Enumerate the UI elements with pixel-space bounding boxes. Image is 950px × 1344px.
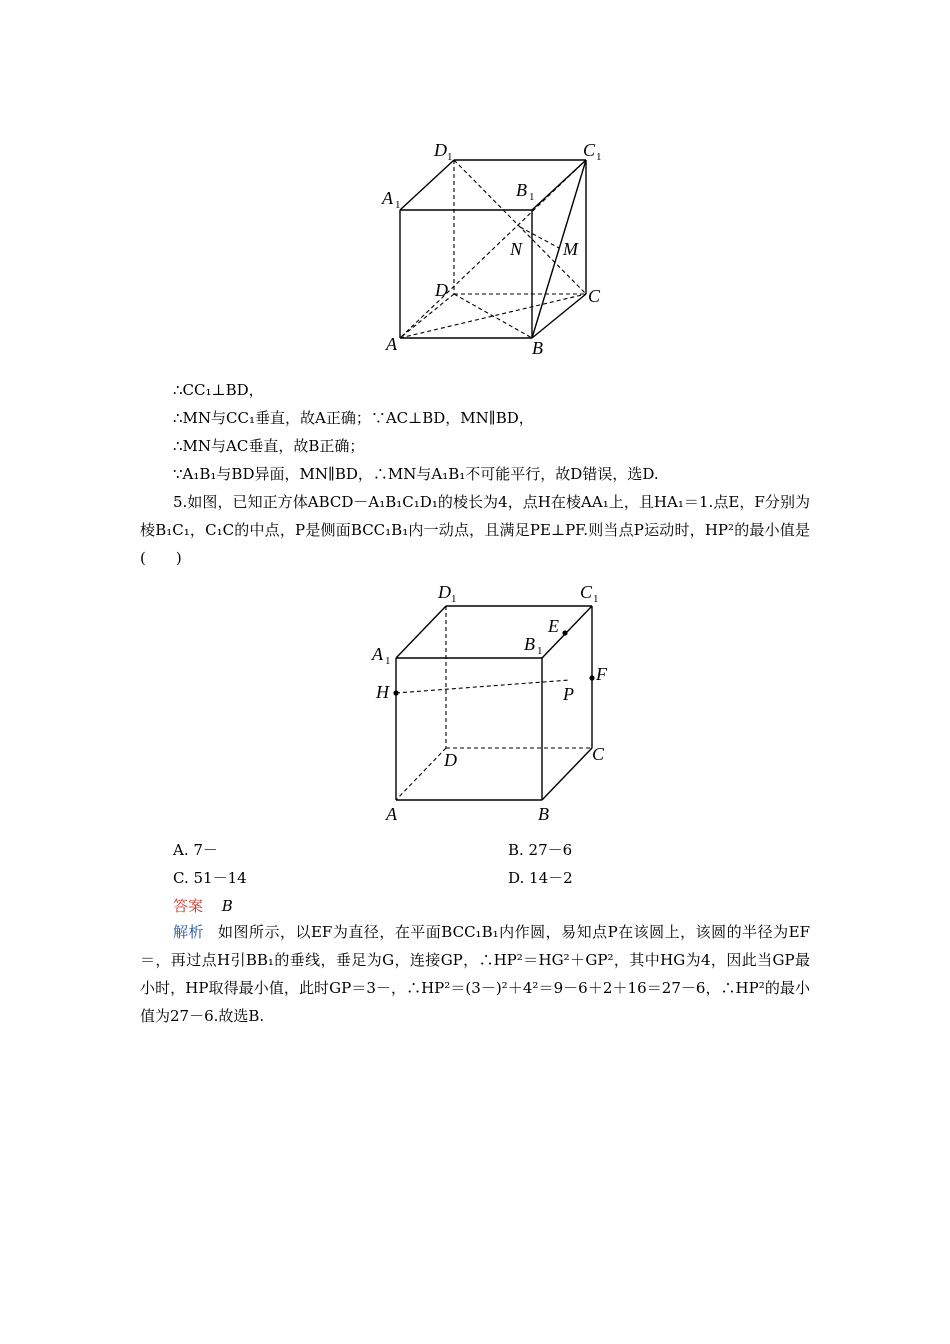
fig2-label-a1-sub: 1 xyxy=(385,655,391,667)
label-d1-sub: 1 xyxy=(447,151,453,163)
label-b1: B xyxy=(516,180,527,200)
option-b: B. 27－6 xyxy=(508,841,573,859)
point-e xyxy=(562,630,567,635)
fig2-label-c: C xyxy=(592,744,605,764)
fig2-label-a1: A xyxy=(372,644,383,664)
fig2-label-d1: D xyxy=(438,582,451,602)
option-a: A. 7－ xyxy=(173,841,218,859)
label-d: D xyxy=(435,280,448,300)
answer-label: 答案 xyxy=(173,897,204,915)
label-m: M xyxy=(563,239,578,259)
fig2-label-b: B xyxy=(538,804,549,824)
point-h xyxy=(393,690,398,695)
answer-line xyxy=(173,896,233,916)
label-b: B xyxy=(532,338,543,358)
fig2-label-h: H xyxy=(376,682,389,702)
label-d1: D xyxy=(434,140,447,160)
solution-label: 解析 xyxy=(173,923,204,941)
label-a1: A xyxy=(382,188,393,208)
label-n: N xyxy=(510,239,523,259)
label-c1-sub: 1 xyxy=(596,151,602,163)
option-c: C. 51－14 xyxy=(173,869,247,887)
fig2-label-a: A xyxy=(386,804,397,824)
label-c: C xyxy=(588,286,601,306)
label-a1-sub: 1 xyxy=(395,199,401,211)
cube-figure-mn xyxy=(362,124,620,376)
proof-line-3: ∴MN与AC垂直，故B正确； xyxy=(173,437,365,455)
cube-figure-hpef xyxy=(362,576,620,832)
option-d: D. 14－2 xyxy=(508,869,573,887)
label-c1: C xyxy=(583,140,596,160)
proof-line-1: ∴CC₁⊥BD， xyxy=(173,381,264,399)
fig2-label-b1-sub: 1 xyxy=(537,645,543,657)
answer-value: B xyxy=(221,897,233,915)
fig2-label-e: E xyxy=(548,616,559,636)
fig2-label-d: D xyxy=(444,750,457,770)
fig2-label-d1-sub: 1 xyxy=(451,593,457,605)
point-f xyxy=(589,675,594,680)
fig2-label-p: P xyxy=(563,684,574,704)
fig2-label-c1-sub: 1 xyxy=(593,593,599,605)
proof-line-4: ∵A₁B₁与BD异面，MN∥BD，∴MN与A₁B₁不可能平行，故D错误，选D. xyxy=(173,465,659,483)
label-a: A xyxy=(386,334,397,354)
label-b1-sub: 1 xyxy=(529,191,535,203)
fig2-label-f: F xyxy=(596,664,607,684)
solution-paragraph xyxy=(140,918,810,1030)
proof-line-2: ∴MN与CC₁垂直，故A正确；∵AC⊥BD，MN∥BD， xyxy=(173,409,534,427)
solution-text: 如图所示，以EF为直径，在平面BCC₁B₁内作圆，易知点P在该圆上，该圆的半径为EF＝，再过点H引BB₁的垂线，垂足为G，连接GP，∴HP²＝HG²＋GP²，其中HG为4，因此当GP最小时，HP取得最小值，此时GP＝3－，∴HP²＝(3－)²＋4²＝9－6＋2＋16＝27－6，∴HP²的最小值为27－6.故选B. xyxy=(140,923,810,1025)
fig2-label-c1: C xyxy=(580,582,593,602)
fig2-label-b1: B xyxy=(524,634,535,654)
question-5-text: 5.如图，已知正方体ABCD－A₁B₁C₁D₁的棱长为4，点H在棱AA₁上，且HA₁＝1.点E，F分别为棱B₁C₁，C₁C的中点，P是侧面BCC₁B₁内一动点，且满足PE⊥PF.则当点P运动时，HP²的最小值是( ) xyxy=(140,493,810,567)
